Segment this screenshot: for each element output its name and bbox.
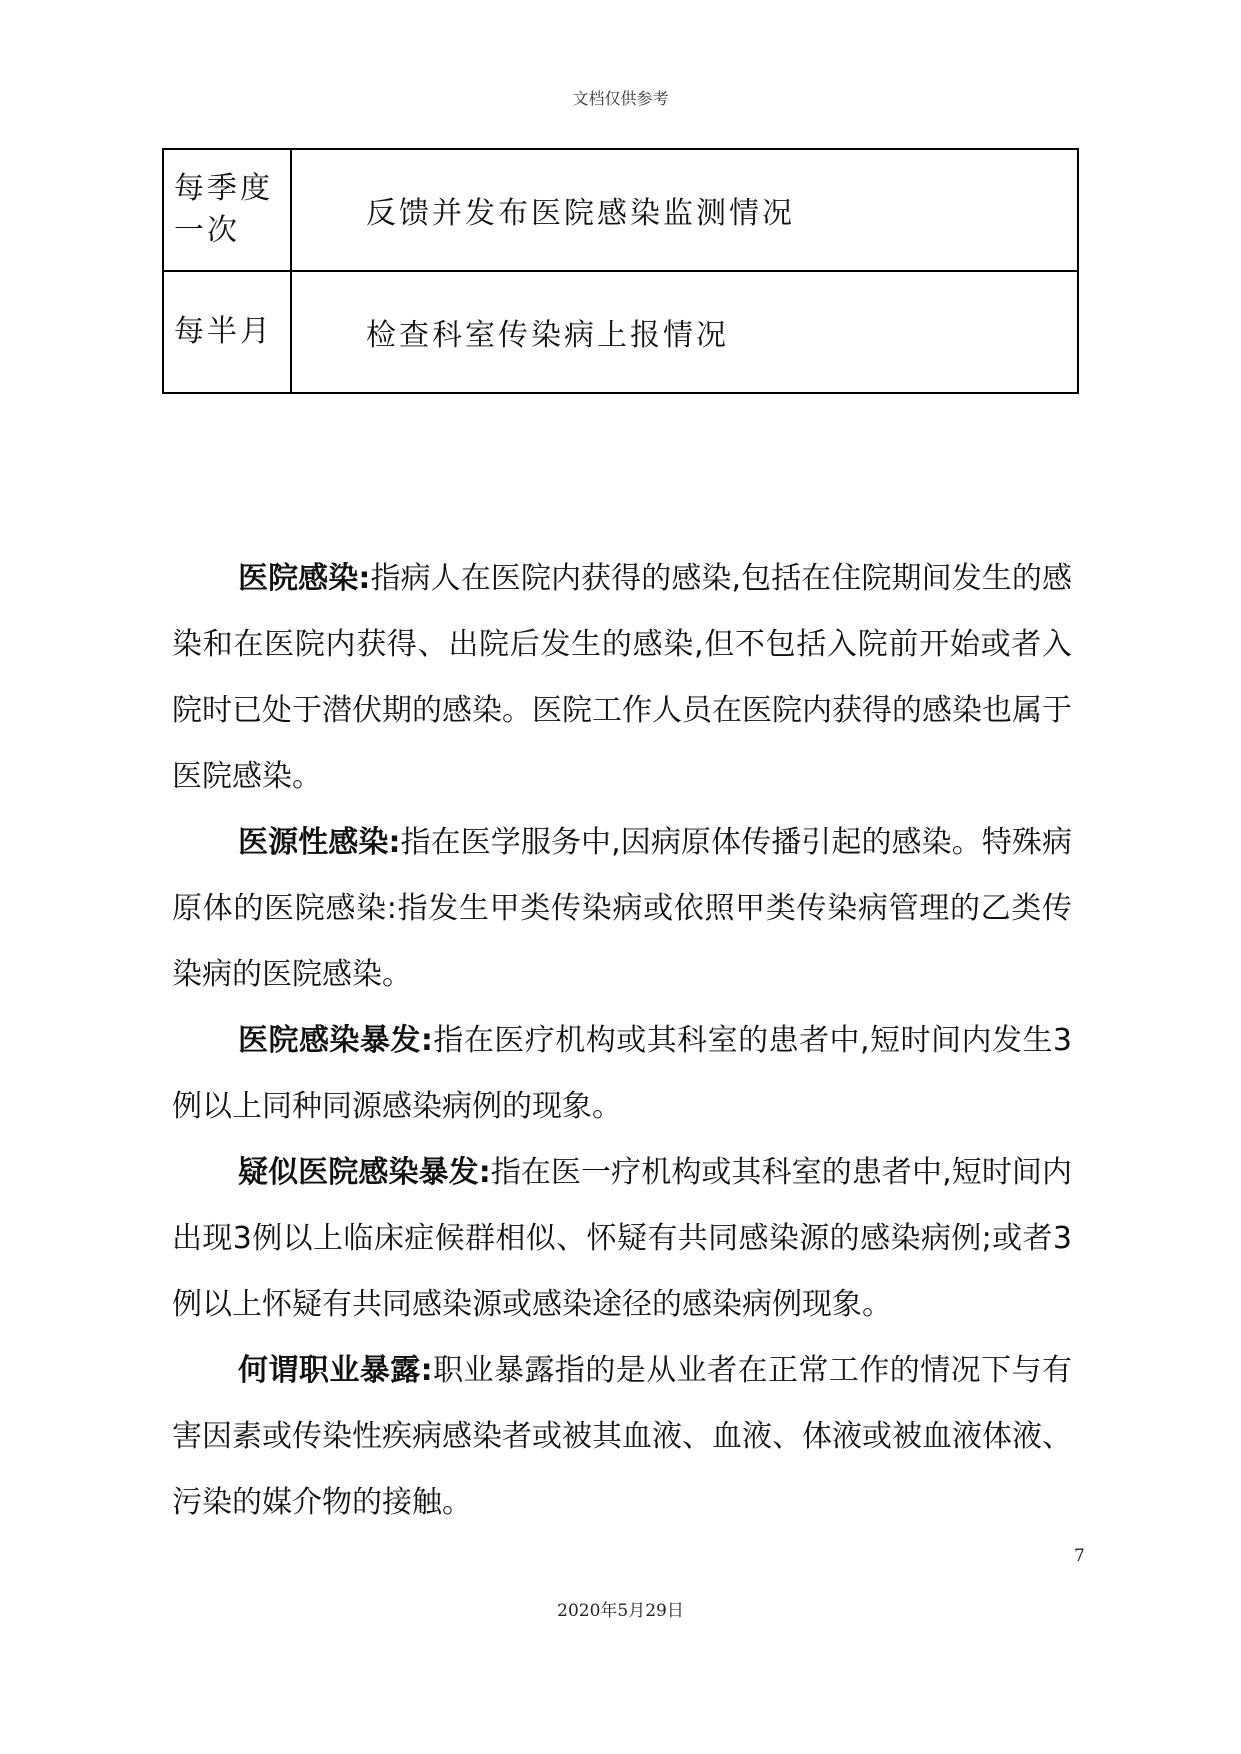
definition-paragraph xyxy=(172,546,1072,810)
definition-text: 指在医疗机构或其科室的患者中,短时间内发生3例以上同种同源感染病例的现象。 xyxy=(172,1023,1073,1124)
task-cell: 检查科室传染病上报情况 xyxy=(291,271,1078,393)
definition-text: 指病人在医院内获得的感染,包括在住院期间发生的感染和在医院内获得、出院后发生的感染,但不包括入院前开始或者入院时已处于潜伏期的感染。医院工作人员在医院内获得的感染也属于医院感染。 xyxy=(172,561,1072,794)
page-number: 7 xyxy=(1074,1546,1085,1566)
definition-paragraph xyxy=(172,1338,1072,1536)
definition-paragraph xyxy=(172,810,1072,1008)
footer-date: 2020年5月29日 xyxy=(557,1601,684,1621)
definition-term: 疑似医院感染暴发: xyxy=(238,1155,491,1190)
definition-paragraph xyxy=(172,1140,1072,1338)
definition-term: 何谓职业暴露: xyxy=(238,1353,433,1388)
definition-text: 职业暴露指的是从业者在正常工作的情况下与有害因素或传染性疾病感染者或被其血液、血液、体液或被血液体液、污染的媒介物的接触。 xyxy=(172,1353,1073,1520)
frequency-cell: 每季度一次 xyxy=(163,149,291,271)
task-cell: 反馈并发布医院感染监测情况 xyxy=(291,149,1078,271)
table-row xyxy=(163,271,1078,393)
definition-text: 指在医一疗机构或其科室的患者中,短时间内出现3例以上临床症候群相似、怀疑有共同感染源的感染病例;或者3例以上怀疑有共同感染源或感染途径的感染病例现象。 xyxy=(172,1155,1072,1322)
definition-paragraph xyxy=(172,1008,1072,1140)
table-row xyxy=(163,149,1078,271)
frequency-cell: 每半月 xyxy=(163,271,291,393)
document-header: 文档仅供参考 xyxy=(572,89,669,108)
definition-term: 医院感染: xyxy=(238,561,371,596)
definitions-section xyxy=(172,546,1072,1536)
definition-term: 医源性感染: xyxy=(238,825,401,860)
definition-term: 医院感染暴发: xyxy=(238,1023,433,1058)
schedule-table xyxy=(162,148,1079,394)
definition-text: 指在医学服务中,因病原体传播引起的感染。特殊病原体的医院感染:指发生甲类传染病或依照甲类传染病管理的乙类传染病的医院感染。 xyxy=(172,825,1072,992)
